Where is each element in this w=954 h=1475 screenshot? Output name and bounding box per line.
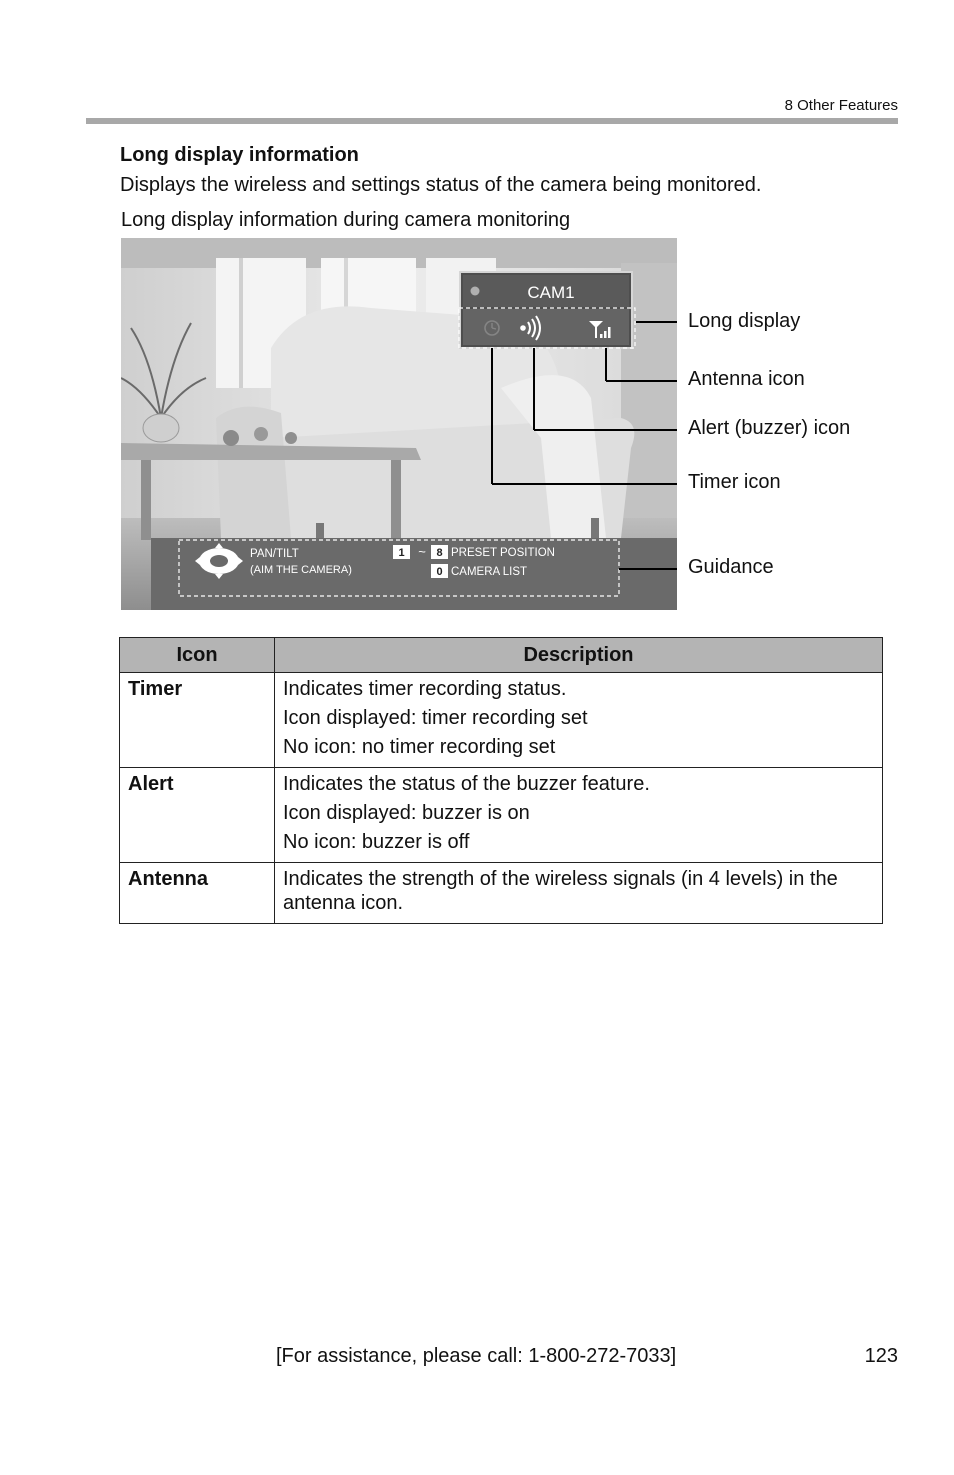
row-description	[275, 673, 883, 768]
chapter-header: 8 Other Features	[784, 97, 898, 114]
description-line: Indicates the status of the buzzer feature.	[283, 773, 650, 795]
table-row	[120, 673, 883, 768]
camera-list-label: CAMERA LIST	[451, 566, 528, 578]
camera-view-illustration	[121, 238, 677, 610]
description-line: No icon: buzzer is off	[283, 831, 470, 853]
page-number: 123	[864, 1345, 898, 1367]
preset-position-label: PRESET POSITION	[451, 547, 555, 559]
section-title: Long display information	[120, 144, 359, 166]
camera-name: CAM1	[527, 283, 575, 302]
row-icon-name: Alert	[120, 768, 275, 863]
table-row	[120, 768, 883, 863]
preset-key-from: 1	[398, 547, 405, 559]
description-line: Icon displayed: buzzer is on	[283, 802, 530, 824]
aim-camera-label: (AIM THE CAMERA)	[250, 564, 352, 576]
row-description	[275, 863, 883, 924]
column-header-icon: Icon	[120, 638, 275, 673]
callout-timer-icon: Timer icon	[688, 471, 781, 493]
callout-antenna-icon: Antenna icon	[688, 368, 805, 390]
preset-tilde: ~	[418, 544, 426, 559]
row-description	[275, 768, 883, 863]
row-icon-name: Antenna	[120, 863, 275, 924]
table-header-row	[120, 638, 883, 673]
description-line: No icon: no timer recording set	[283, 736, 556, 758]
icon-description-table	[119, 637, 883, 924]
section-description: Displays the wireless and settings status of the camera being monitored.	[120, 174, 762, 196]
preset-key-to: 8	[436, 547, 443, 559]
row-icon-name: Timer	[120, 673, 275, 768]
camera-monitoring-screen	[121, 238, 677, 610]
header-rule	[86, 118, 898, 124]
callout-alert-icon: Alert (buzzer) icon	[688, 417, 851, 439]
column-header-description: Description	[275, 638, 883, 673]
table-row	[120, 863, 883, 924]
pan-tilt-label: PAN/TILT	[250, 548, 299, 560]
callout-long-display: Long display	[688, 310, 801, 332]
description-line: Indicates the strength of the wireless signals (in 4 levels) in the antenna icon.	[283, 868, 838, 914]
status-light-icon	[471, 287, 480, 296]
description-line: Indicates timer recording status.	[283, 678, 567, 700]
assistance-footer: [For assistance, please call: 1-800-272-7033]	[276, 1345, 677, 1367]
description-line: Icon displayed: timer recording set	[283, 707, 588, 729]
figure-caption: Long display information during camera monitoring	[121, 209, 571, 231]
callout-guidance: Guidance	[688, 556, 774, 578]
camera-list-key: 0	[436, 566, 443, 578]
